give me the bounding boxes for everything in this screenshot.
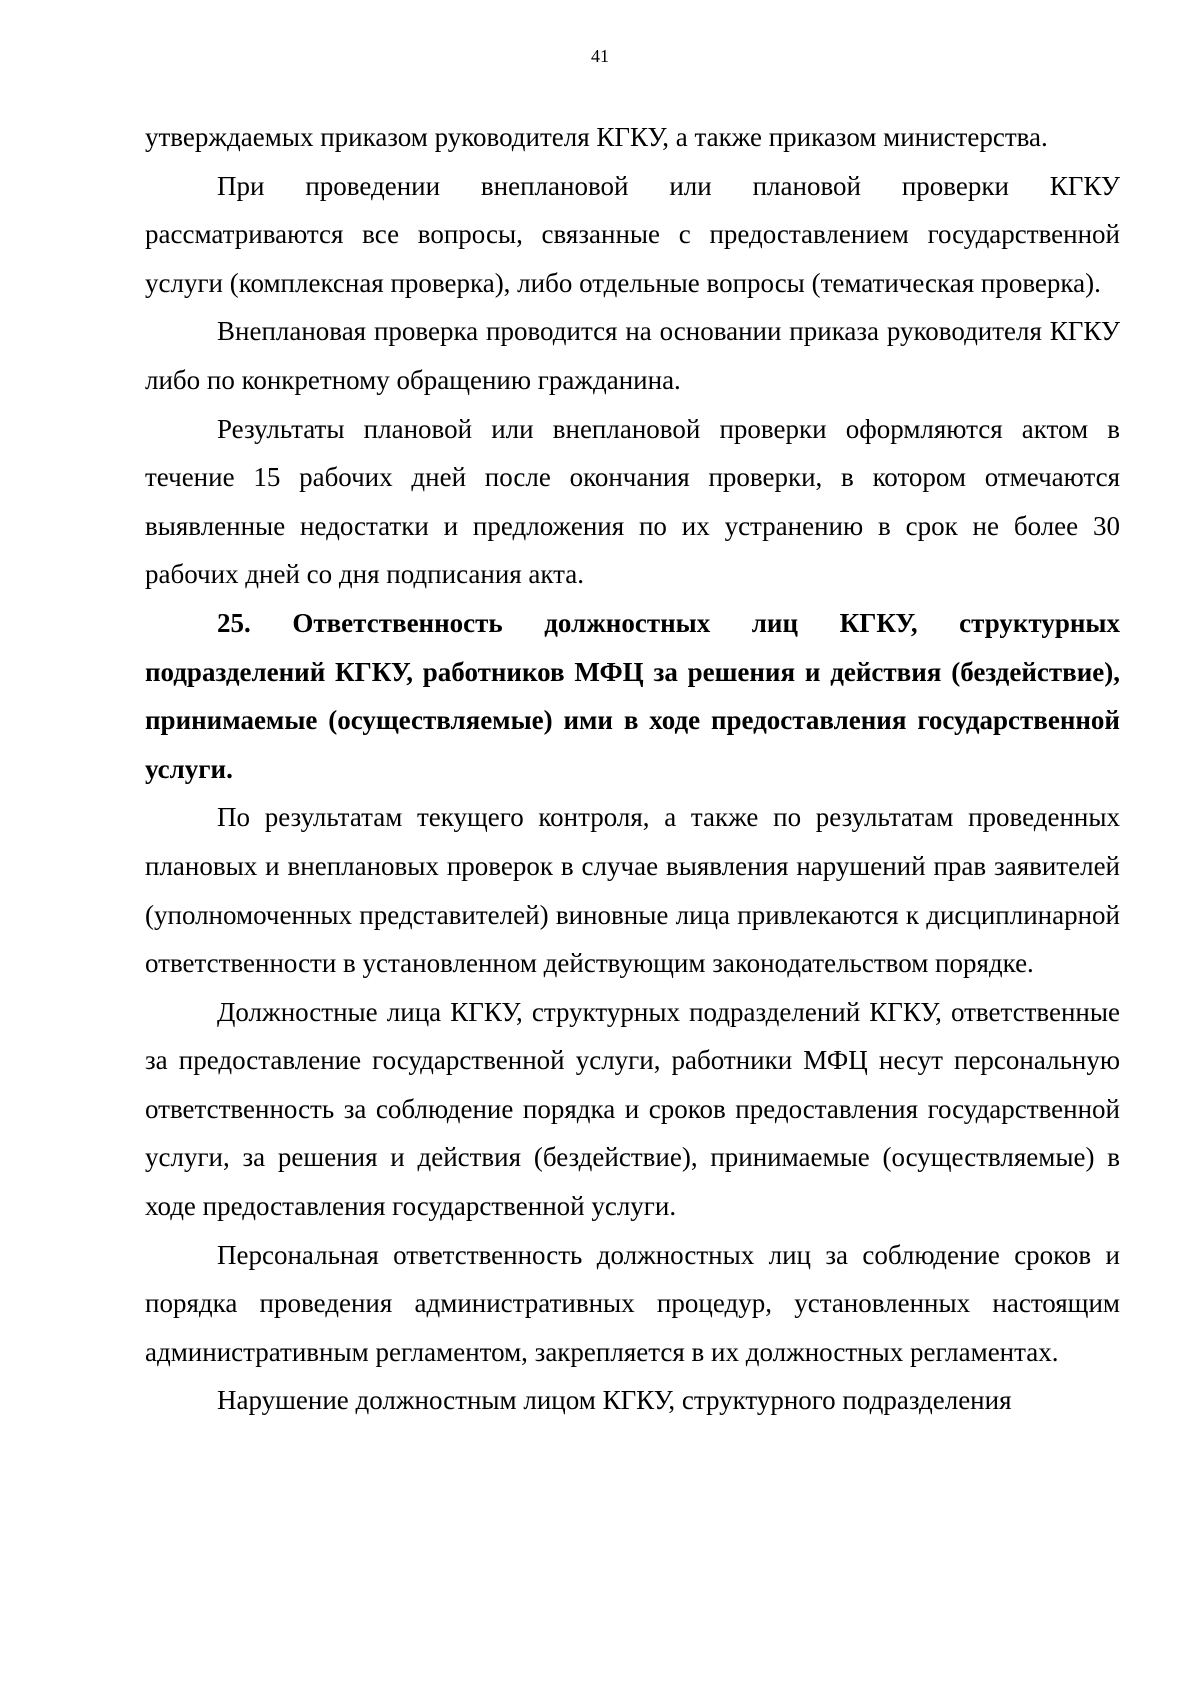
section-heading: 25. Ответственность должностных лиц КГКУ, структурных подразделений КГКУ, работников МФЦ за решения и действия (бездействие), принимаемые (осуществляемые) ими в ходе предоставления государственной услуги. bbox=[145, 607, 1120, 784]
paragraph-personal-responsibility: Должностные лица КГКУ, структурных подразделений КГКУ, ответственные за предоставление государственной услуги, работники МФЦ несут персональную ответственность за соблюдение порядка и сроков предоставления государственной услуги, за решения и действия (бездействие), принимаемые (осуществляемые) в ходе предоставления государственной услуги. bbox=[145, 996, 1120, 1222]
page-number: 41 bbox=[591, 46, 609, 66]
document-body bbox=[145, 113, 1120, 1425]
paragraph-violation: Нарушение должностным лицом КГКУ, структурного подразделения bbox=[217, 1385, 1012, 1416]
paragraph-inspection-results: Результаты плановой или внеплановой проверки оформляются актом в течение 15 рабочих дней после окончания проверки, в котором отмечаются выявленные недостатки и предложения по их устранению в срок не более 30 рабочих дней со дня подписания акта. bbox=[145, 413, 1120, 590]
paragraph-inspection-scope: При проведении внеплановой или плановой проверки КГКУ рассматриваются все вопросы, связанные с предоставлением государственной услуги (комплексная проверка), либо отдельные вопросы (тематическая проверка). bbox=[145, 170, 1120, 298]
paragraph-job-regulations: Персональная ответственность должностных лиц за соблюдение сроков и порядка проведения административных процедур, установленных настоящим административным регламентом, закрепляется в их должностных регламентах. bbox=[145, 1239, 1120, 1367]
paragraph-unscheduled-inspection: Внеплановая проверка проводится на основании приказа руководителя КГКУ либо по конкретному обращению гражданина. bbox=[145, 316, 1120, 395]
paragraph-continuation: утверждаемых приказом руководителя КГКУ, а также приказом министерства. bbox=[145, 122, 1048, 152]
paragraph-disciplinary-liability: По результатам текущего контроля, а также по результатам проведенных плановых и внеплановых проверок в случае выявления нарушений прав заявителей (уполномоченных представителей) виновные лица привлекаются к дисциплинарной ответственности в установленном действующим законодательством порядке. bbox=[145, 802, 1120, 979]
